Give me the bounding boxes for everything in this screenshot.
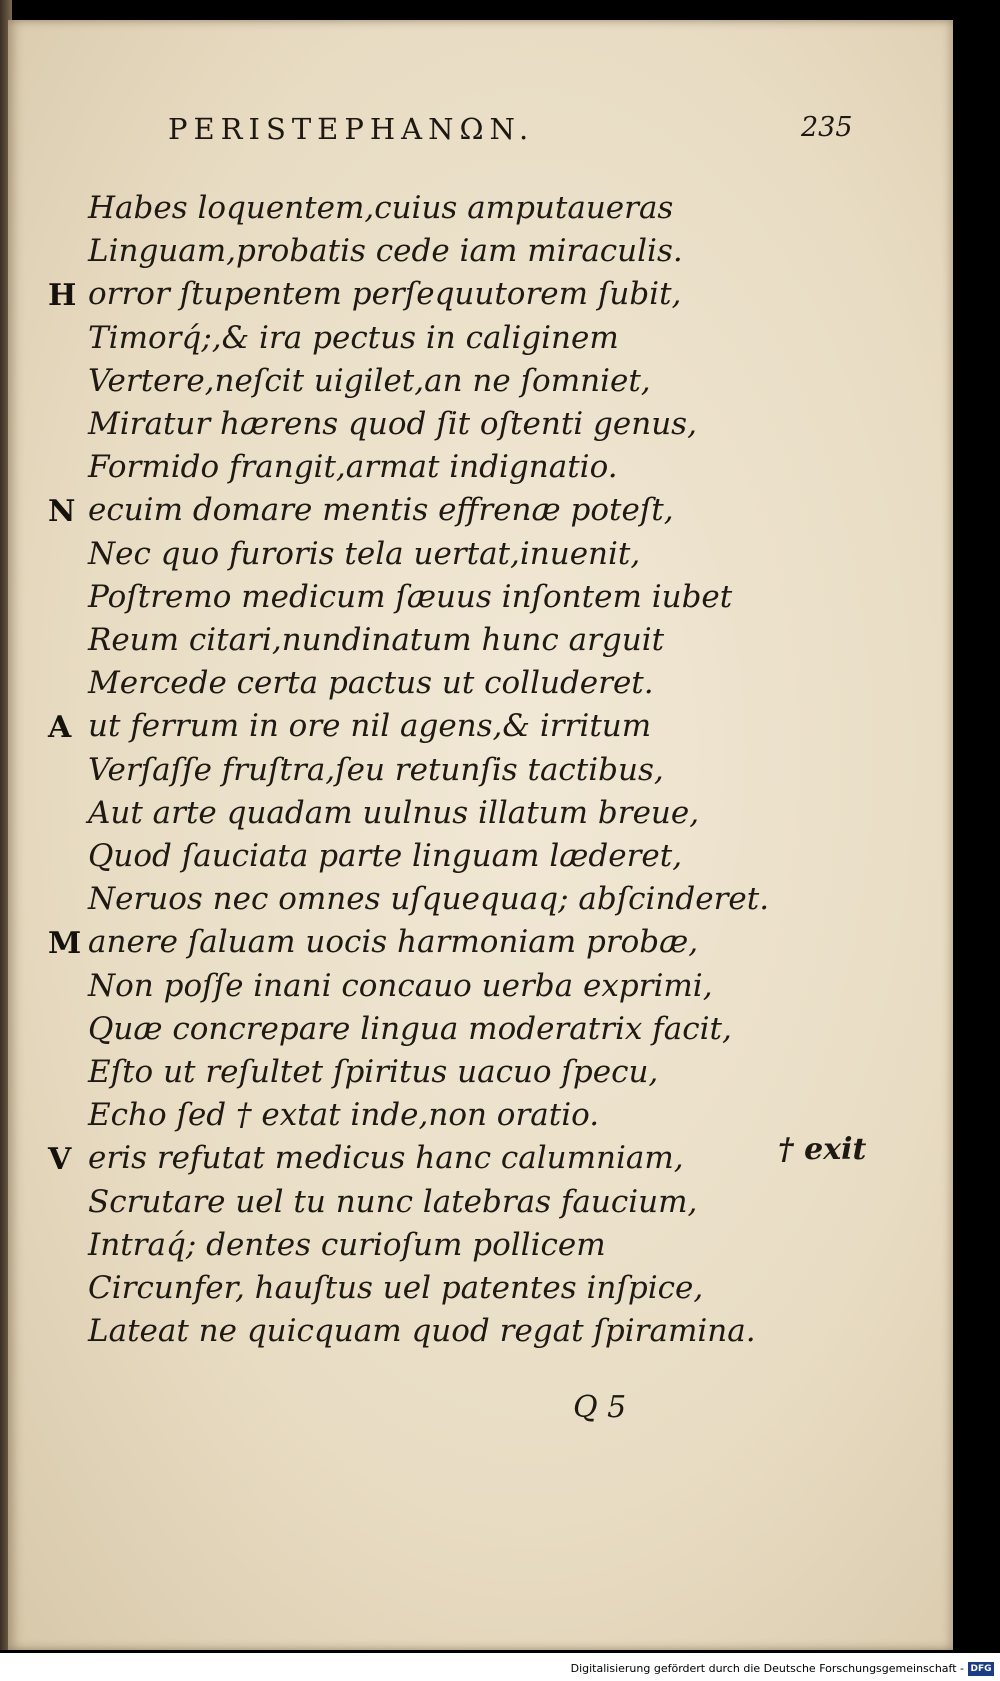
verse-line: Quæ concrepare lingua moderatrix facit, — [88, 1010, 732, 1047]
verse-line: Scrutare uel tu nunc latebras faucium, — [88, 1183, 698, 1220]
book-page — [8, 20, 953, 1650]
footer-credit: Digitalisierung gefördert durch die Deutsche Forschungsgemeinschaft - — [570, 1662, 964, 1675]
verse-line: orror ſtupentem perſequutorem ſubit, — [88, 276, 682, 313]
verse-line: Verſaſſe fruſtra,ſeu retunſis tactibus, — [88, 751, 664, 788]
stanza-initial: N — [48, 494, 76, 530]
verse-line: Circunfer, hauſtus uel patentes inſpice, — [88, 1270, 704, 1306]
verse-line: eris refutat medicus hanc calumniam, — [88, 1140, 684, 1177]
verse-line: Aut arte quadam uulnus illatum breue, — [88, 794, 700, 831]
verse-line: Poſtremo medicum ſæuus inſontem iubet — [88, 578, 733, 615]
verse-line: anere ſaluam uocis harmoniam probæ, — [88, 924, 699, 961]
verse-line: Vertere,neſcit uigilet,an ne ſomniet, — [88, 362, 651, 399]
verse-line: Non poſſe inani concauo uerba exprimi, — [88, 967, 713, 1004]
verse-line: Formido frangit,armat indignatio. — [88, 449, 618, 486]
verse-line: Mercede certa pactus ut colluderet. — [88, 665, 654, 702]
verse-line: Echo ſed † extat inde,non oratio. — [88, 1097, 600, 1134]
verse-line: Intraq́; dentes curioſum pollicem — [88, 1226, 606, 1263]
verse-line: Timorq́;,& ira pectus in caliginem — [88, 319, 619, 356]
verse-line: Miratur hærens quod ſit oſtenti genus, — [88, 406, 697, 442]
margin-note: † exit — [778, 1132, 867, 1167]
stanza-initial: V — [48, 1142, 72, 1178]
verse-line: Linguam,probatis cede iam miraculis. — [88, 233, 683, 270]
catchword: Q 5 — [573, 1390, 627, 1425]
verse-line: Eſto ut reſultet ſpiritus uacuo ſpecu, — [88, 1054, 659, 1090]
verse-line: Quod ſauciata parte linguam læderet, — [88, 838, 683, 874]
verse-line: Habes loquentem,cuius amputaueras — [88, 190, 674, 226]
verse-line: Reum citari,nundinatum hunc arguit — [88, 622, 665, 658]
verse-line: Nec quo furoris tela uertat,inuenit, — [88, 535, 641, 572]
stanza-initial: M — [48, 926, 82, 962]
verse-line: Lateat ne quicquam quod regat ſpiramina. — [88, 1313, 756, 1350]
running-title: PERISTEPHANΩN. — [168, 112, 535, 146]
verse-line: ut ferrum in ore nil agens,& irritum — [88, 708, 652, 745]
footer-bar — [0, 1653, 1000, 1681]
verse-line: ecuim domare mentis effrenæ poteſt, — [88, 492, 674, 529]
dfg-logo: DFG — [968, 1662, 994, 1676]
stanza-initial: A — [48, 710, 72, 746]
verse-line: Neruos nec omnes uſquequaq; abſcinderet. — [88, 881, 770, 918]
stanza-initial: H — [48, 278, 77, 314]
page-number: 235 — [801, 112, 853, 143]
